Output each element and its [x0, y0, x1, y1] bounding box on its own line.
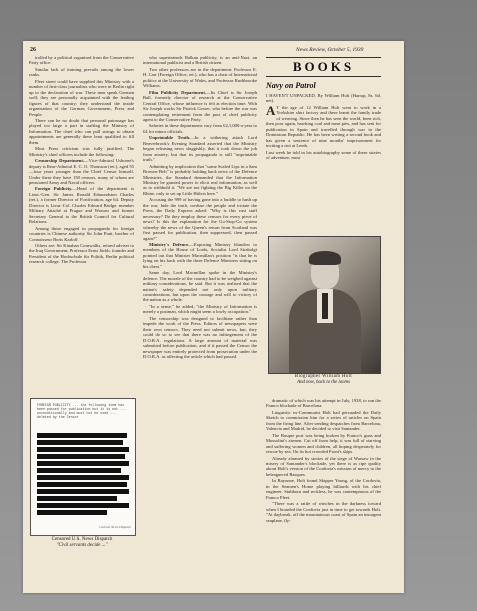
column-right — [266, 398, 381, 586]
censored-dispatch-image — [30, 398, 136, 536]
paragraph: who superintends Balkan publicity, is an anti-Nazi, an international publicist and a British citizen. — [143, 55, 257, 66]
drop-cap: A — [266, 102, 276, 118]
paragraph: trolled by a political organised from the Conservative Party office. — [29, 55, 134, 66]
paragraph: Foreign Publicity.—Head of the department is Lieut.-Gen. Sir James Ronald Edmondston Charles (ret.), a former Director of Fortification, age 64. Deputy Director is Lieut.-Col. Charles Edward Bridge: member Military Attaché at Prague and Warsaw and former Secretary General to the British Council for Cultural Relations. — [29, 186, 134, 225]
paragraph: Among those engaged in propaganda for foreign countries is Chinese authority Sir John Pratt, brother of Connoisseur Boris Karloff. — [29, 225, 134, 242]
run-in-head: Film Publicity Department. — [149, 89, 207, 95]
run-in-head: Unprintable Truth. — [149, 135, 191, 141]
column-left — [29, 55, 134, 380]
portrait-caption — [266, 374, 381, 385]
paragraph: Censorship Department.—Vice-Admiral Usborne's deputy is Rear-Admiral E. C. O. Thomson (ret.), aged 55—four years younger than the Chief Censor himself. Under these they have 158 censors, many of whom are pensioned Army and Naval officers. — [29, 158, 134, 185]
review-heading: Navy on Patrol — [266, 81, 316, 90]
book-citation: I HAVEN'T UNPACKED. By William Holt (Harrap, 8s. 6d. net). — [266, 93, 381, 104]
paragraph: Two other professors are in the department: Professor E. H. Carr (Foreign Office, ret.), who has a chair of International politics at the University of Wales, and Professor Rushbrooke Williams. — [143, 66, 257, 89]
paragraph: Linguistic ex-Communist Holt had persuaded the Daily Sketch to commission him for a series of articles on Spain from the firing line. After sending despatches from Barcelona, Valencia and Madrid, he decided to visit Santander. — [266, 409, 381, 432]
section-title: BOOKS — [266, 57, 381, 77]
censor-bar — [37, 440, 123, 445]
paragraph: "There was a rattle of winches in the darkness toward when I boarded the Cordovia just in time to get towards Holt. "At daybreak, off the mountainous coast of Spain an insurgent seaplane, fly- — [266, 501, 381, 523]
censor-bar — [37, 454, 125, 459]
run-in-head: Foreign Publicity. — [35, 186, 73, 192]
paragraph: The censorship was designed to facilitate rather than impede the work of the Press. Editors of newspapers were their own censors. They need not submit news, but, they could do so to see that there was no infringement of the D.O.R.A. regulations. A large amount of material was submitted before publication, and if it passed the Censor the newspaper was entirely protected from prosecution under the D.O.R.A. as affecting the article which had passed. — [143, 315, 257, 360]
paragraph: Ministry's Defence.—Exposing Ministry blunders to members of the House of Lords, Socialist Lord Strabolgi pointed out that Minister Macmillan's position "is that he is lying on his back with the three Defence Ministers sitting on his chest." — [143, 241, 257, 269]
paragraph: Accusing the 999 of having gone into a huddle to hush up the war, hide the truth, confuse the people and irritate the Press, the Daily Express asked: "Why is this vast staff necessary? Do they employ these censors for every piece of news? Is this the explanation for the Go-Stop-Go system whereby the news of the Queen's return from Scotland was first passed for publication, then suppressed, then passed again?" — [143, 197, 257, 241]
author-portrait — [268, 236, 381, 374]
dispatch-caption — [30, 537, 134, 549]
image-credit: Cartoon News Dispatch — [99, 525, 131, 529]
caption-title: Censored U.S. News Dispatch — [51, 537, 113, 542]
dispatch-typed-text: FOREIGN PUBLICITY ... the following item has been passed for publication but it is not ... unconditionally and must not be used ... deleted by the Censor — [37, 403, 127, 420]
running-head: News Review, October 5, 1939 — [296, 47, 364, 53]
portrait-tie — [322, 293, 328, 319]
censor-bar — [37, 510, 107, 515]
column-middle — [143, 55, 257, 585]
paragraph: Others are: Sir Kinahan Cornwallis, retired adviser to the Iraq Government; Professor Ernst Jäckh, founder and President of the Hochschule für Politik, Berlin political research college. The Professor — [29, 242, 134, 265]
censor-bar — [37, 496, 117, 501]
paragraph: Unprintable Truth.—In a withering attack Lord Beaverbrook's Evening Standard asserted that the Ministry began releasing news sluggishly, that it took down the job from anxiety, but that its propaganda is still "unprintable truth." — [143, 135, 257, 163]
caption-subtitle: And now, back to the looms — [297, 379, 350, 385]
paragraph: Admitting by implication that "some Scaled Lips in a Sam Browne Belt" is probably holding back news of the Defence Ministries, the Standard demanded that the Information Ministry be granted power to elicit real information, as well as to withhold it. "We are not fighting the Big Killer on the Rhine, only to set up Little Hitlers here." — [143, 163, 257, 196]
paragraph: Film Publicity Department.—Its Chief is Sir Joseph Ball, formerly director of research at the Conservative Central Office, whose influence is felt at election time. With Sir Joseph works Sir Patrick Gower, who before the war was contemplating retirement from the post of chief publicity agent to the Conservative Party. — [143, 89, 257, 122]
paragraph: dramatic of which was his attempt in July, 1938, to run the Franco blockade of Barcelona. — [266, 398, 381, 409]
paragraph: Same day, Lord Macmillan spoke in the Ministry's defence. The morale of the country had to be weighed against military considerations, he said. But it was realised that the nation's safety depended not only upon military considerations, but upon the courage and will to victory of the nation as a whole. — [143, 270, 257, 303]
paragraph: Similar lack of training prevails among the lower ranks. — [29, 66, 134, 78]
caption-name: Biographer William Holt — [294, 374, 353, 379]
paragraph: Last week he told in his autobiography some of these stories of adventure, most — [266, 149, 381, 160]
censor-bar — [37, 489, 129, 494]
portrait-hair — [309, 251, 341, 265]
paragraph: The Basque port was being broken by Franco's guns and Mussolini's airmen. Cut off from help, it was full of starving and suffering women and children, all hoping desperately for rescue by sea. On its hot crowded Front's ships. — [266, 432, 381, 455]
censor-bar — [37, 475, 129, 480]
run-in-head: Censorship Department. — [35, 158, 85, 164]
paragraph: Most Press criticism was fully justified. The Ministry's chief officers include the following: — [29, 146, 134, 157]
paragraph: There can be no doubt that personal patronage has played too large a part in staffing the Ministry of Information. The chief who can pull strings to obtain appointments are generally these least qualified to fill them. — [29, 117, 134, 145]
censor-bar — [37, 461, 129, 466]
paragraph: In Bayonne, Holt found Skipper Young, of the Cordovia, in the Seamen's Home playing billiards with his chief engineer. Stubborn and reckless, he was contemptuous of the Franco Fleet. — [266, 478, 381, 500]
censor-bar — [37, 468, 121, 473]
caption-subtitle: "Civil servants decide ..." — [56, 543, 108, 548]
censor-bar — [37, 503, 129, 508]
page-number: 26 — [30, 47, 36, 53]
censor-bar — [37, 447, 129, 452]
paragraph: A T the age of 12 William Holt went to work in a Yorkshire shirt factory and there learnt the family trade of weaving. Since then he has seen the world, been rich, then poor again, hawking coal and meat pies, and has sent for publication in Spain and travelled through war in the Dominican Republic. He has been writing a second book and has given a sentence of nine months' imprisonment for inciting a riot at Leeds. — [266, 102, 381, 149]
censor-bar — [37, 482, 127, 487]
run-in-head: Ministry's Defence. — [149, 241, 190, 247]
paragraph: Fleet street could have supplied this Ministry with a number of first-class journalists who were in Berlin right up to the declaration of war. These men speak German well; they are personally acquainted with the leading figures of that country; they understand the inside organisation of the German Government, Press and People. — [29, 78, 134, 117]
paragraph: "In a sense," he added, "the Ministry of Information is merely a postman, which might seem a lowly occupation." — [143, 303, 257, 315]
censor-bar — [37, 433, 127, 438]
paragraph: Already alarmed by stories of the siege of Warsaw in the misery of Santander's blockade, yet there is as ripe quality about Holt's version of the Cordovia's mission of mercy to the beleaguered Basques. — [266, 455, 381, 477]
review-intro — [266, 93, 381, 241]
paragraph: Salaries in these departments vary from £2,1,000-a-year to £4 for minor officials. — [143, 123, 257, 134]
